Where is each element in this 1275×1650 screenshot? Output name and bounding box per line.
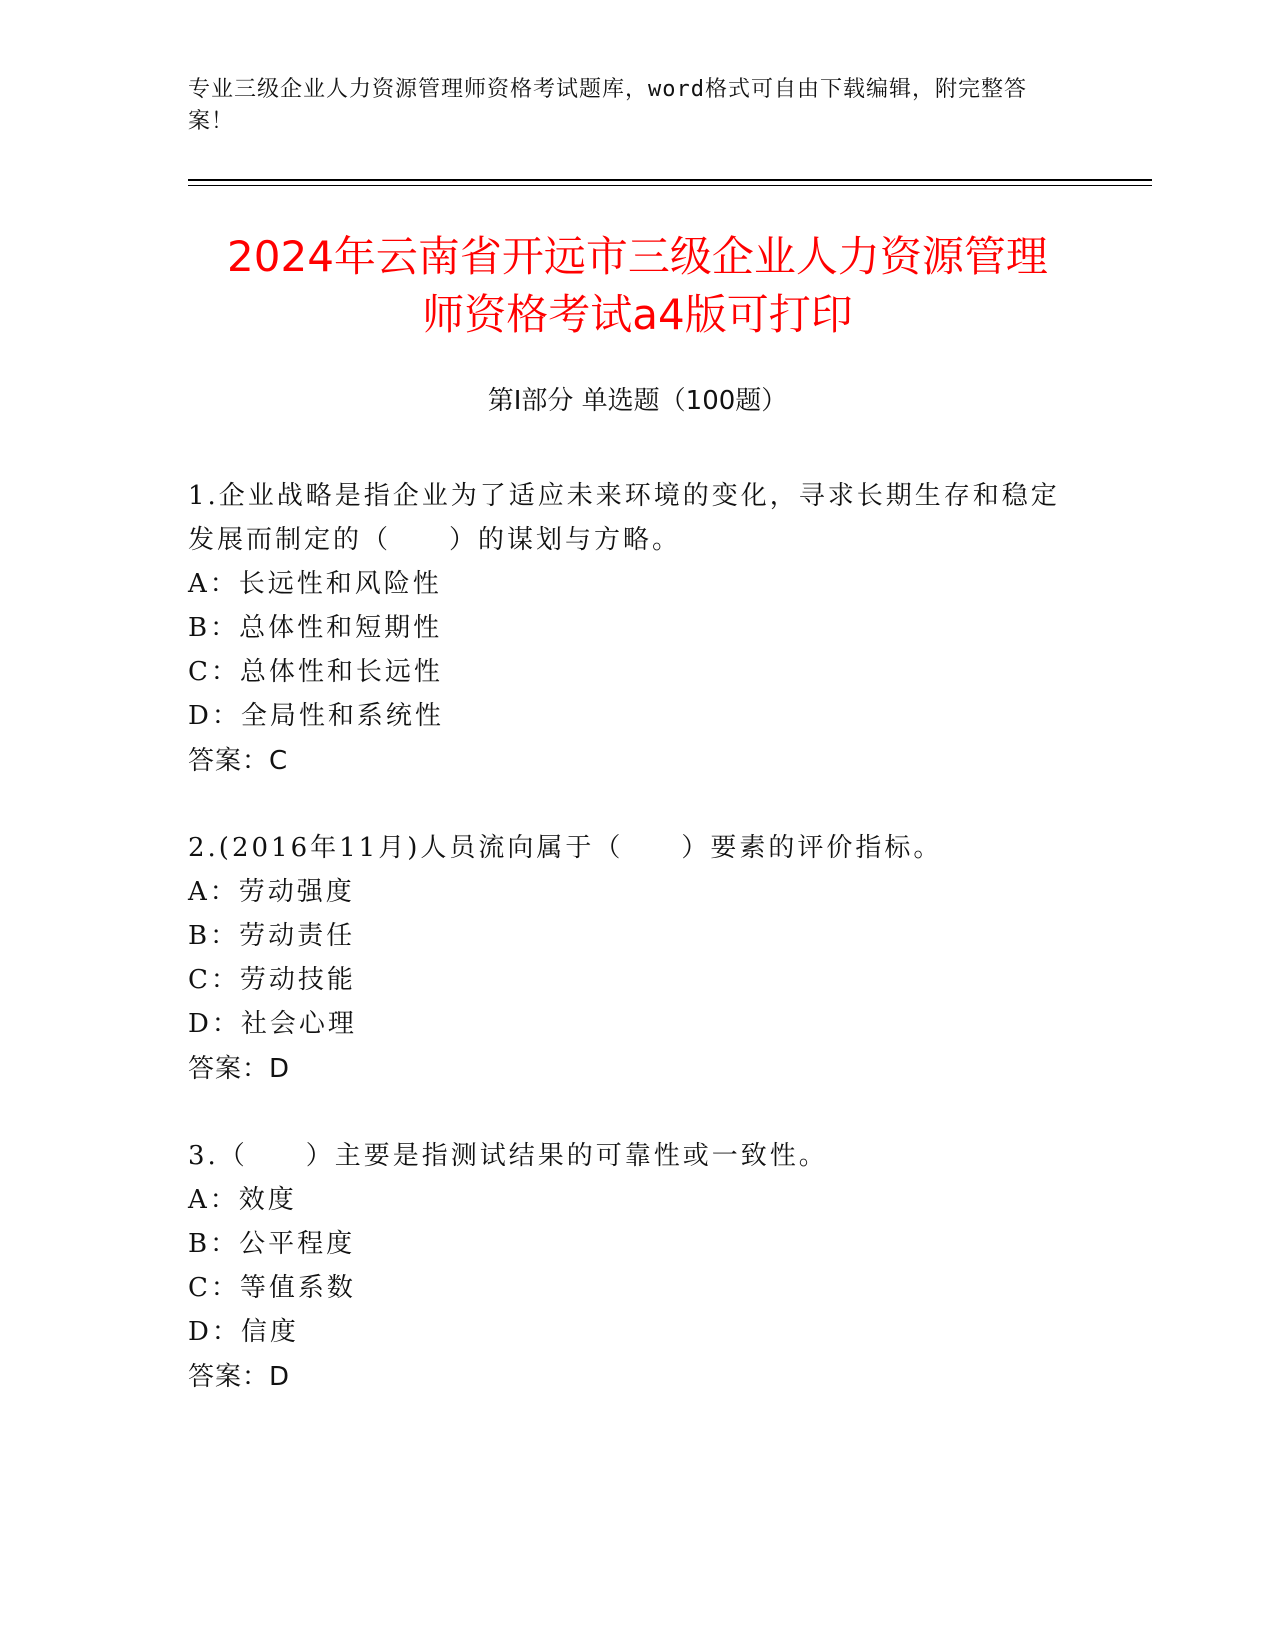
question-list [188,474,1088,1442]
option-c: C：总体性和长远性 [188,657,443,687]
question-1 [188,474,1088,784]
option-c: C：等值系数 [188,1273,356,1303]
document-title [140,228,1135,344]
option-b: B：总体性和短期性 [188,613,443,643]
question-3 [188,1134,1088,1400]
option-b: B：公平程度 [188,1229,356,1259]
header-note: 专业三级企业人力资源管理师资格考试题库，word格式可自由下载编辑，附完整答案！ [188,77,1027,134]
header-divider-thin [188,185,1152,186]
answer: 答案：D [188,1362,291,1392]
option-d: D：信度 [188,1317,299,1347]
question-stem: 1.企业战略是指企业为了适应未来环境的变化，寻求长期生存和稳定发展而制定的（ ）的谋划与方略。 [188,481,1060,555]
option-a: A：长远性和风险性 [188,569,442,599]
answer: 答案：D [188,1054,291,1084]
option-a: A：劳动强度 [188,877,355,907]
option-d: D：全局性和系统性 [188,701,444,731]
option-a: A：效度 [188,1185,297,1215]
option-b: B：劳动责任 [188,921,356,951]
question-stem: 3.（ ）主要是指测试结果的可靠性或一致性。 [188,1141,828,1171]
option-c: C：劳动技能 [188,965,356,995]
question-stem: 2.(2016年11月)人员流向属于（ ）要素的评价指标。 [188,833,943,863]
title-line-2: 师资格考试a4版可打印 [422,290,853,339]
option-d: D：社会心理 [188,1009,357,1039]
answer: 答案：C [188,746,289,776]
header-divider-thick [188,179,1152,181]
title-line-1: 2024年云南省开远市三级企业人力资源管理 [227,232,1048,281]
question-2 [188,826,1088,1092]
section-heading: 第I部分 单选题（100题） [487,386,788,416]
